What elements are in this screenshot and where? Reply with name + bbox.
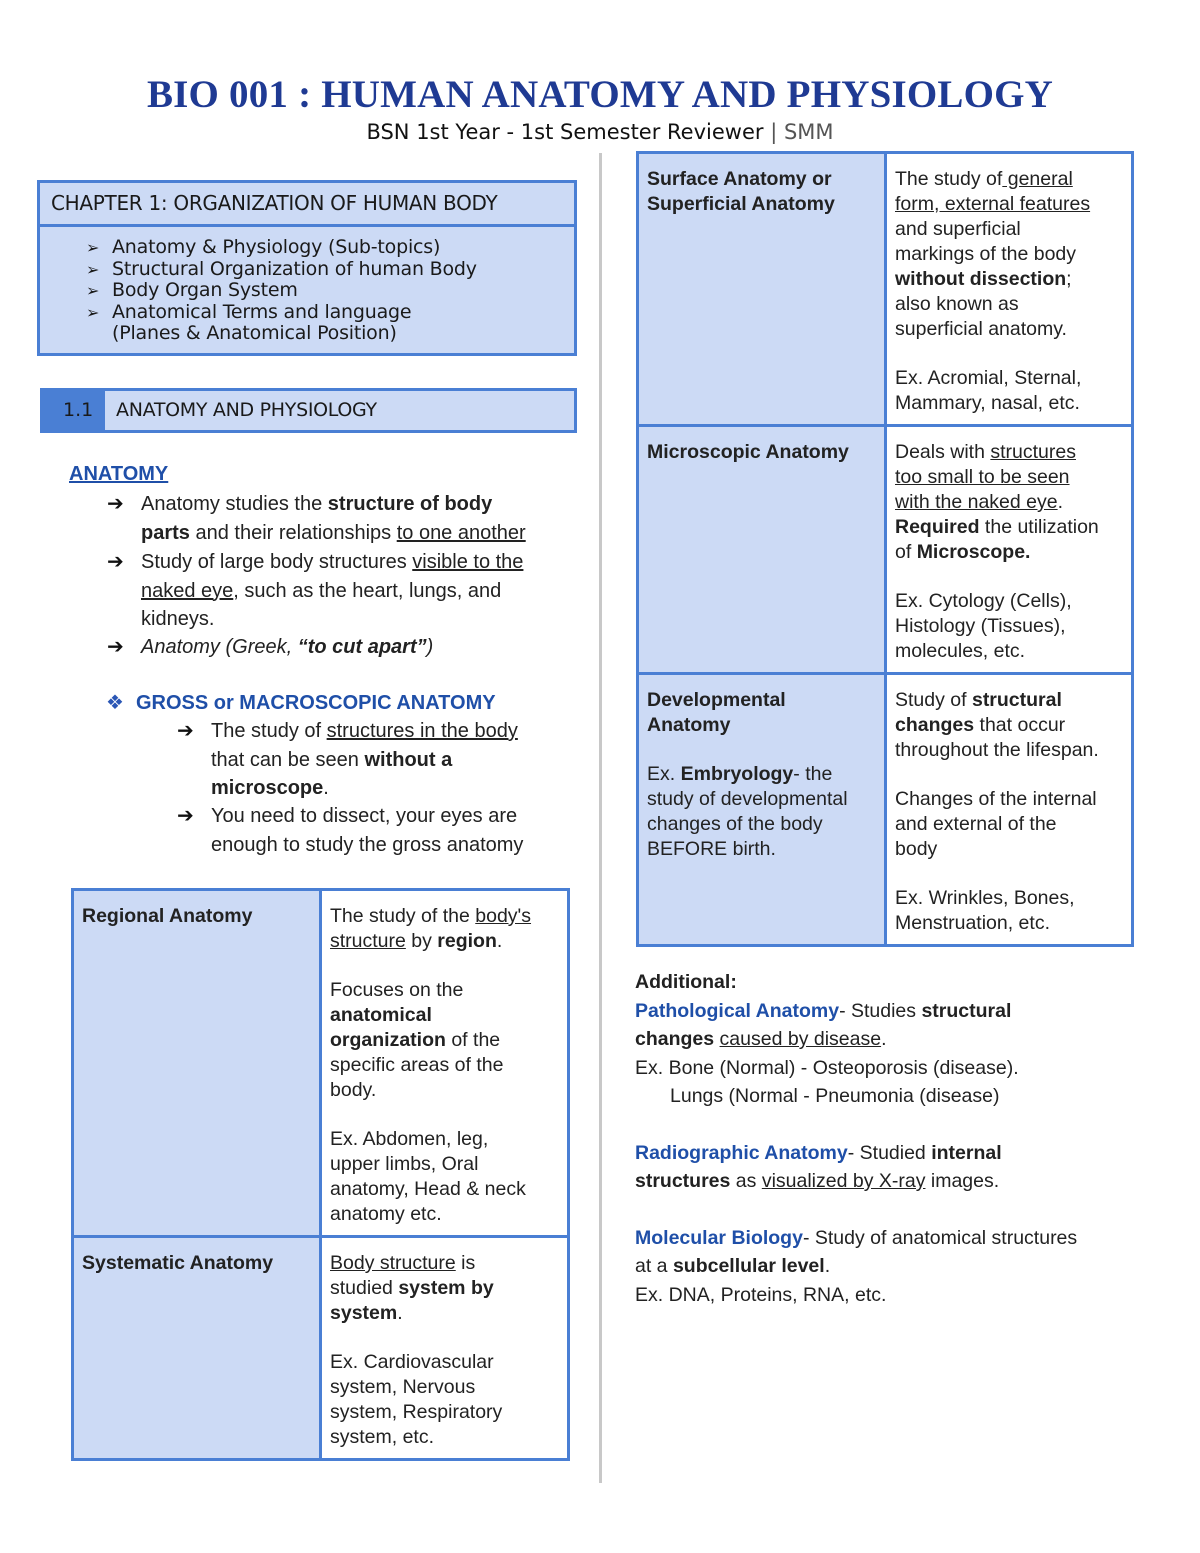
table-value-cell: Deals with structures too small to be seen with the naked eye. Required the utilization of Microscope. Ex. Cytology (Cells), Histology (Tissues), molecules, etc.	[886, 426, 1133, 674]
list-item: ➢ Structural Organization of human Body	[86, 257, 477, 280]
list-item: ➢ Body Organ System	[86, 279, 298, 301]
additional-heading: Additional:	[635, 971, 737, 993]
radiographic-anatomy: Radiographic Anatomy- Studied internal structures as visualized by X-ray images.	[635, 1141, 1002, 1192]
gross-bullet-1: ➔ The study of structures in the body that can be seen without a microscope.	[211, 717, 571, 803]
table-value-cell: Study of structural changes that occur throughout the lifespan. Changes of the internal and external of the body Ex. Wrinkles, Bones, Menstruation, etc.	[886, 674, 1133, 946]
chapter-box	[37, 180, 577, 356]
anatomy-bullet-1: ➔ Anatomy studies the structure of body parts and their relationships to one another	[141, 490, 571, 547]
arrow-bullet-icon: ➔	[107, 493, 124, 515]
gross-bullet-2: ➔ You need to dissect, your eyes are enough to study the gross anatomy	[211, 802, 571, 859]
list-item: ➢ Anatomy & Physiology (Sub-topics)	[86, 236, 441, 258]
list-item: (Planes & Anatomical Position)	[112, 322, 397, 344]
chapter-topic-list	[40, 227, 574, 345]
section-header	[40, 388, 577, 433]
table-key-cell: Developmental Anatomy Ex. Embryology- the study of developmental changes of the body BEFORE birth.	[638, 674, 886, 946]
arrow-bullet-icon: ➔	[177, 720, 194, 742]
table-key-cell: Systematic Anatomy	[73, 1237, 321, 1460]
page-title: BIO 001 : HUMAN ANATOMY AND PHYSIOLOGY	[146, 73, 1054, 116]
table-value-cell: The study of general form, external features and superficial markings of the body without dissection; also known as superficial anatomy. Ex. Acromial, Sternal, Mammary, nasal, etc.	[886, 153, 1133, 426]
anatomy-types-table	[636, 151, 1134, 947]
section-number: 1.1	[43, 391, 105, 430]
column-divider	[599, 153, 602, 1483]
page-subtitle: BSN 1st Year - 1st Semester Reviewer | SMM	[366, 120, 834, 144]
diamond-bullet-icon: ❖	[106, 692, 124, 714]
list-item: ➢ Anatomical Terms and language	[86, 300, 412, 323]
table-row	[638, 426, 1133, 674]
table-row	[638, 674, 1133, 946]
table-value-cell: Body structure is studied system by system. Ex. Cardiovascular system, Nervous system, Respiratory system, etc.	[321, 1237, 569, 1460]
section-title: ANATOMY AND PHYSIOLOGY	[116, 399, 377, 421]
table-key-cell: Microscopic Anatomy	[638, 426, 886, 674]
pathological-anatomy: Pathological Anatomy- Studies structural changes caused by disease. Ex. Bone (Normal) - Osteoporosis (disease). Lungs (Normal - Pneumonia (disease)	[635, 999, 1019, 1107]
arrowhead-bullet-icon: ➢	[86, 259, 100, 279]
table-row	[73, 1237, 569, 1460]
molecular-biology: Molecular Biology- Study of anatomical structures at a subcellular level. Ex. DNA, Proteins, RNA, etc.	[635, 1226, 1078, 1306]
arrowhead-bullet-icon: ➢	[86, 281, 100, 300]
additional-notes	[635, 968, 1155, 1309]
table-value-cell: The study of the body's structure by region. Focuses on the anatomical organization of the specific areas of the body. Ex. Abdomen, leg, upper limbs, Oral anatomy, Head & neck anatomy etc.	[321, 890, 569, 1237]
arrow-bullet-icon: ➔	[107, 636, 124, 658]
anatomy-bullet-3: ➔ Anatomy (Greek, “to cut apart”)	[141, 633, 571, 662]
arrow-bullet-icon: ➔	[177, 805, 194, 827]
table-key-cell: Surface Anatomy or Superficial Anatomy	[638, 153, 886, 426]
anatomy-bullet-2: ➔ Study of large body structures visible to the naked eye, such as the heart, lungs, and kidneys.	[141, 548, 571, 634]
table-row	[638, 153, 1133, 426]
arrow-bullet-icon: ➔	[107, 551, 124, 573]
arrowhead-bullet-icon: ➢	[86, 238, 100, 257]
arrowhead-bullet-icon: ➢	[86, 302, 100, 322]
regional-systematic-table	[71, 888, 570, 1461]
table-row	[73, 890, 569, 1237]
table-key-cell: Regional Anatomy	[73, 890, 321, 1237]
anatomy-heading: ANATOMY	[69, 463, 169, 485]
chapter-title: CHAPTER 1: ORGANIZATION OF HUMAN BODY	[40, 183, 574, 227]
gross-anatomy-heading: ❖ GROSS or MACROSCOPIC ANATOMY	[106, 692, 496, 714]
